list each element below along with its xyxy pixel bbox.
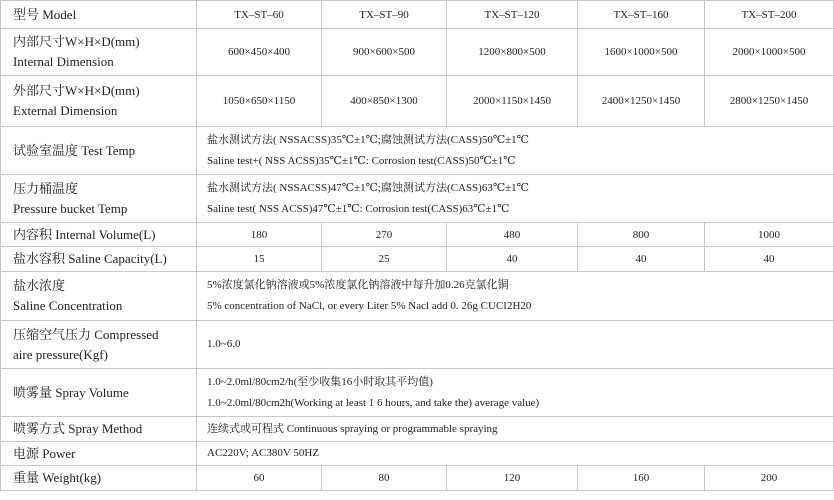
spray-method-label: 喷雾方式 Spray Method: [1, 417, 197, 442]
row-model: [1, 1, 834, 29]
internal-dimension-label-en: Internal Dimension: [13, 54, 114, 69]
compressed-air-label-line2: aire pressure(Kgf): [13, 346, 108, 362]
internal-dimension-5: 2000×1000×500: [705, 29, 834, 76]
saline-capacity-label: 盐水容积 Saline Capacity(L): [1, 247, 197, 272]
external-dimension-label-en: External Dimension: [13, 103, 118, 118]
saline-concentration-line-zh: 5%浓度氯化钠溶液或5%浓度氯化钠溶液中每升加0.26克氯化铜: [207, 279, 509, 291]
spray-method-value: 连续式或可程式 Continuous spraying or programmable spraying: [197, 417, 834, 442]
internal-dimension-1: 600×450×400: [197, 29, 322, 76]
internal-volume-5: 1000: [705, 223, 834, 247]
external-dimension-1: 1050×650×1150: [197, 76, 322, 127]
test-temp-line-zh: 盐水测试方法( NSSACSS)35℃±1℃;腐蚀测试方法(CASS)50℃±1℃: [207, 133, 529, 146]
weight-label: 重量 Weight(kg): [1, 466, 197, 491]
power-value: AC220V; AC380V 50HZ: [197, 442, 834, 466]
model-5: TX–ST–200: [705, 1, 834, 29]
weight-2: 80: [322, 466, 447, 491]
row-compressed-air: [1, 321, 834, 369]
external-dimension-2: 400×850×1300: [322, 76, 447, 127]
saline-capacity-2: 25: [322, 247, 447, 272]
saline-concentration-value: [197, 272, 834, 321]
row-internal-volume: [1, 223, 834, 247]
internal-volume-2: 270: [322, 223, 447, 247]
external-dimension-label: [1, 76, 197, 127]
row-test-temp: [1, 127, 834, 175]
external-dimension-5: 2800×1250×1450: [705, 76, 834, 127]
saline-concentration-label-zh: 盐水浓度: [13, 278, 66, 293]
internal-dimension-3: 1200×800×500: [447, 29, 578, 76]
pressure-bucket-temp-line-en: Saline test( NSS ACSS)47℃±1℃: Corrosion test(CASS)63℃±1℃: [207, 202, 510, 215]
compressed-air-value: 1.0~6.0: [197, 321, 834, 369]
pressure-bucket-temp-label-zh: 压力桶温度: [13, 180, 79, 196]
row-weight: [1, 466, 834, 491]
test-temp-line-en: Saline test+( NSS ACSS)35℃±1℃: Corrosion test(CASS)50℃±1℃: [207, 154, 516, 167]
internal-volume-label: 内容积 Internal Volume(L): [1, 223, 197, 247]
external-dimension-4: 2400×1250×1450: [578, 76, 705, 127]
external-dimension-label-zh: 外部尺寸W×H×D(mm): [13, 83, 140, 98]
saline-concentration-line-en: 5% concentration of NaCl, or every Liter 5% Nacl add 0. 26g CUCI2H20: [207, 300, 532, 312]
pressure-bucket-temp-label: [1, 175, 197, 223]
pressure-bucket-temp-label-en: Pressure bucket Temp: [13, 200, 128, 216]
model-4: TX–ST–160: [578, 1, 705, 29]
model-2: TX–ST–90: [322, 1, 447, 29]
internal-volume-1: 180: [197, 223, 322, 247]
model-1: TX–ST–60: [197, 1, 322, 29]
model-label: 型号 Model: [1, 1, 197, 29]
saline-capacity-5: 40: [705, 247, 834, 272]
row-saline-concentration: [1, 272, 834, 321]
test-temp-label: 试验室温度 Test Temp: [1, 127, 197, 175]
row-external-dimension: [1, 76, 834, 127]
row-spray-method: [1, 417, 834, 442]
test-temp-value: [197, 127, 834, 175]
saline-capacity-3: 40: [447, 247, 578, 272]
model-3: TX–ST–120: [447, 1, 578, 29]
row-spray-volume: [1, 369, 834, 417]
internal-dimension-2: 900×600×500: [322, 29, 447, 76]
saline-concentration-label: [1, 272, 197, 321]
internal-volume-4: 800: [578, 223, 705, 247]
pressure-bucket-temp-value: [197, 175, 834, 223]
row-internal-dimension: [1, 29, 834, 76]
saline-capacity-4: 40: [578, 247, 705, 272]
weight-1: 60: [197, 466, 322, 491]
weight-4: 160: [578, 466, 705, 491]
internal-dimension-label-zh: 内部尺寸W×H×D(mm): [13, 34, 140, 49]
spray-volume-label: 喷雾量 Spray Volume: [1, 369, 197, 417]
external-dimension-3: 2000×1150×1450: [447, 76, 578, 127]
pressure-bucket-temp-line-zh: 盐水测试方法( NSSACSS)47℃±1℃;腐蚀测试方法(CASS)63℃±1℃: [207, 181, 529, 194]
saline-capacity-1: 15: [197, 247, 322, 272]
internal-volume-3: 480: [447, 223, 578, 247]
weight-5: 200: [705, 466, 834, 491]
internal-dimension-4: 1600×1000×500: [578, 29, 705, 76]
saline-concentration-label-en: Saline Concentration: [13, 298, 123, 313]
row-pressure-bucket-temp: [1, 175, 834, 223]
row-saline-capacity: [1, 247, 834, 272]
compressed-air-label-line1: 压缩空气压力 Compressed: [13, 326, 159, 342]
weight-3: 120: [447, 466, 578, 491]
spray-volume-line-zh: 1.0~2.0ml/80cm2/h(至少收集16小时取其平均值): [207, 375, 433, 388]
spray-volume-line-en: 1.0~2.0ml/80cm2h(Working at least 1 6 hours, and take the) average value): [207, 396, 540, 409]
power-label: 电源 Power: [1, 442, 197, 466]
compressed-air-label: [1, 321, 197, 369]
internal-dimension-label: [1, 29, 197, 76]
spray-volume-value: [197, 369, 834, 417]
row-power: [1, 442, 834, 466]
